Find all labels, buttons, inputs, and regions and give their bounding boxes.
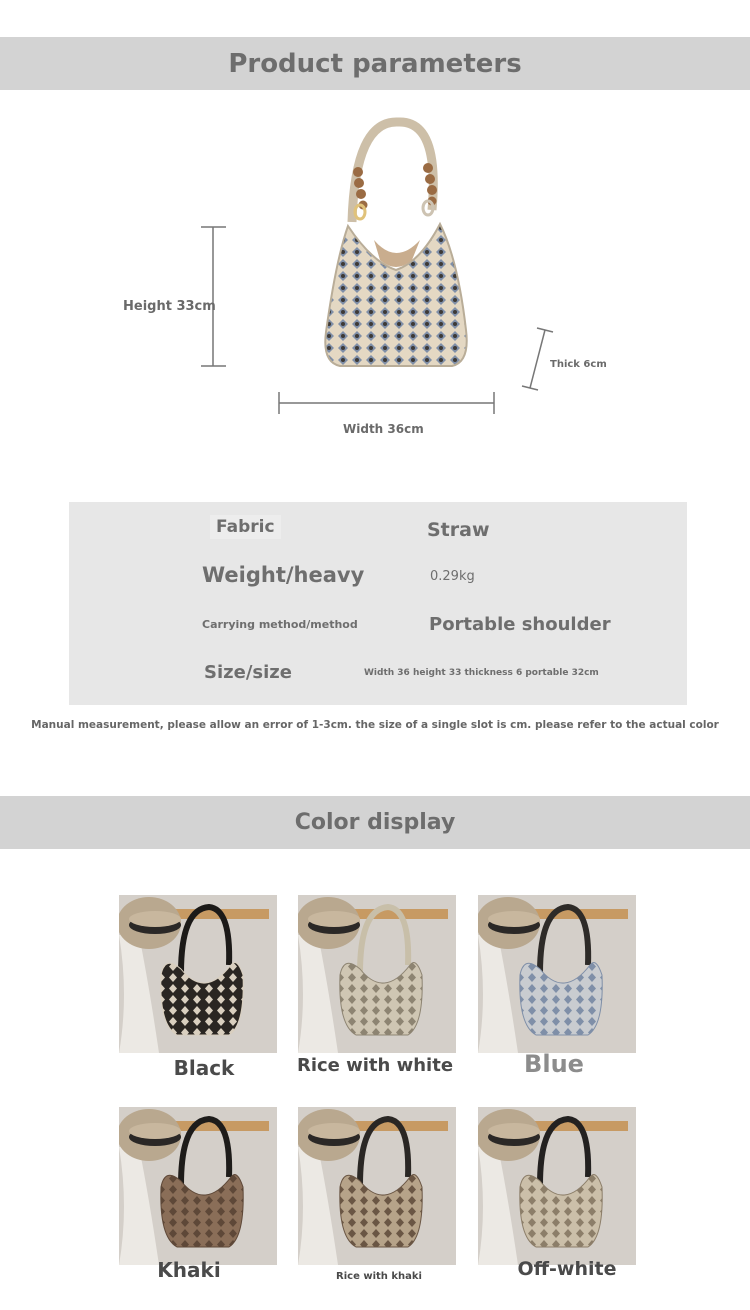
- bag-body: [325, 224, 466, 366]
- weight-label: Weight/heavy: [202, 563, 365, 587]
- section-title: Product parameters: [228, 48, 522, 79]
- color-photo[interactable]: [478, 1107, 636, 1265]
- carry-label: Carrying method/method: [202, 618, 358, 631]
- color-photo[interactable]: [478, 895, 636, 1053]
- color-photo[interactable]: [119, 1107, 277, 1265]
- color-display-banner: [0, 796, 750, 849]
- bag-photo: [478, 1107, 636, 1265]
- product-parameters-banner: [0, 37, 750, 90]
- measurement-note: Manual measurement, please allow an error of 1-3cm. the size of a single slot is cm. please refer to the actual color: [31, 719, 719, 731]
- weight-value: 0.29kg: [430, 569, 475, 584]
- color-label: Rice with khaki: [336, 1271, 422, 1282]
- bag-photo: [298, 1107, 456, 1265]
- width-label: Width 36cm: [343, 422, 424, 436]
- color-photo[interactable]: [119, 895, 277, 1053]
- color-label: Rice with white: [296, 1055, 454, 1077]
- bag-photo: [119, 1107, 277, 1265]
- size-value: Width 36 height 33 thickness 6 portable 32cm: [364, 668, 599, 678]
- fabric-label: Fabric: [210, 515, 281, 539]
- height-label: Height 33cm: [123, 299, 216, 314]
- color-label: Blue: [524, 1049, 584, 1078]
- color-photo[interactable]: [298, 1107, 456, 1265]
- color-photo[interactable]: [298, 895, 456, 1053]
- color-label: Khaki: [157, 1258, 221, 1282]
- thick-label: Thick 6cm: [550, 359, 607, 370]
- carry-value: Portable shoulder: [429, 614, 611, 635]
- size-label: Size/size: [204, 662, 292, 683]
- product-dimension-diagram: [0, 90, 750, 460]
- bag-photo: [478, 895, 636, 1053]
- fabric-value: Straw: [427, 519, 490, 541]
- spec-table: [69, 502, 687, 705]
- bag-photo: [298, 895, 456, 1053]
- section-title: Color display: [294, 810, 456, 835]
- bag-photo: [119, 895, 277, 1053]
- color-label: Black: [173, 1056, 235, 1080]
- color-label: Off-white: [517, 1257, 617, 1280]
